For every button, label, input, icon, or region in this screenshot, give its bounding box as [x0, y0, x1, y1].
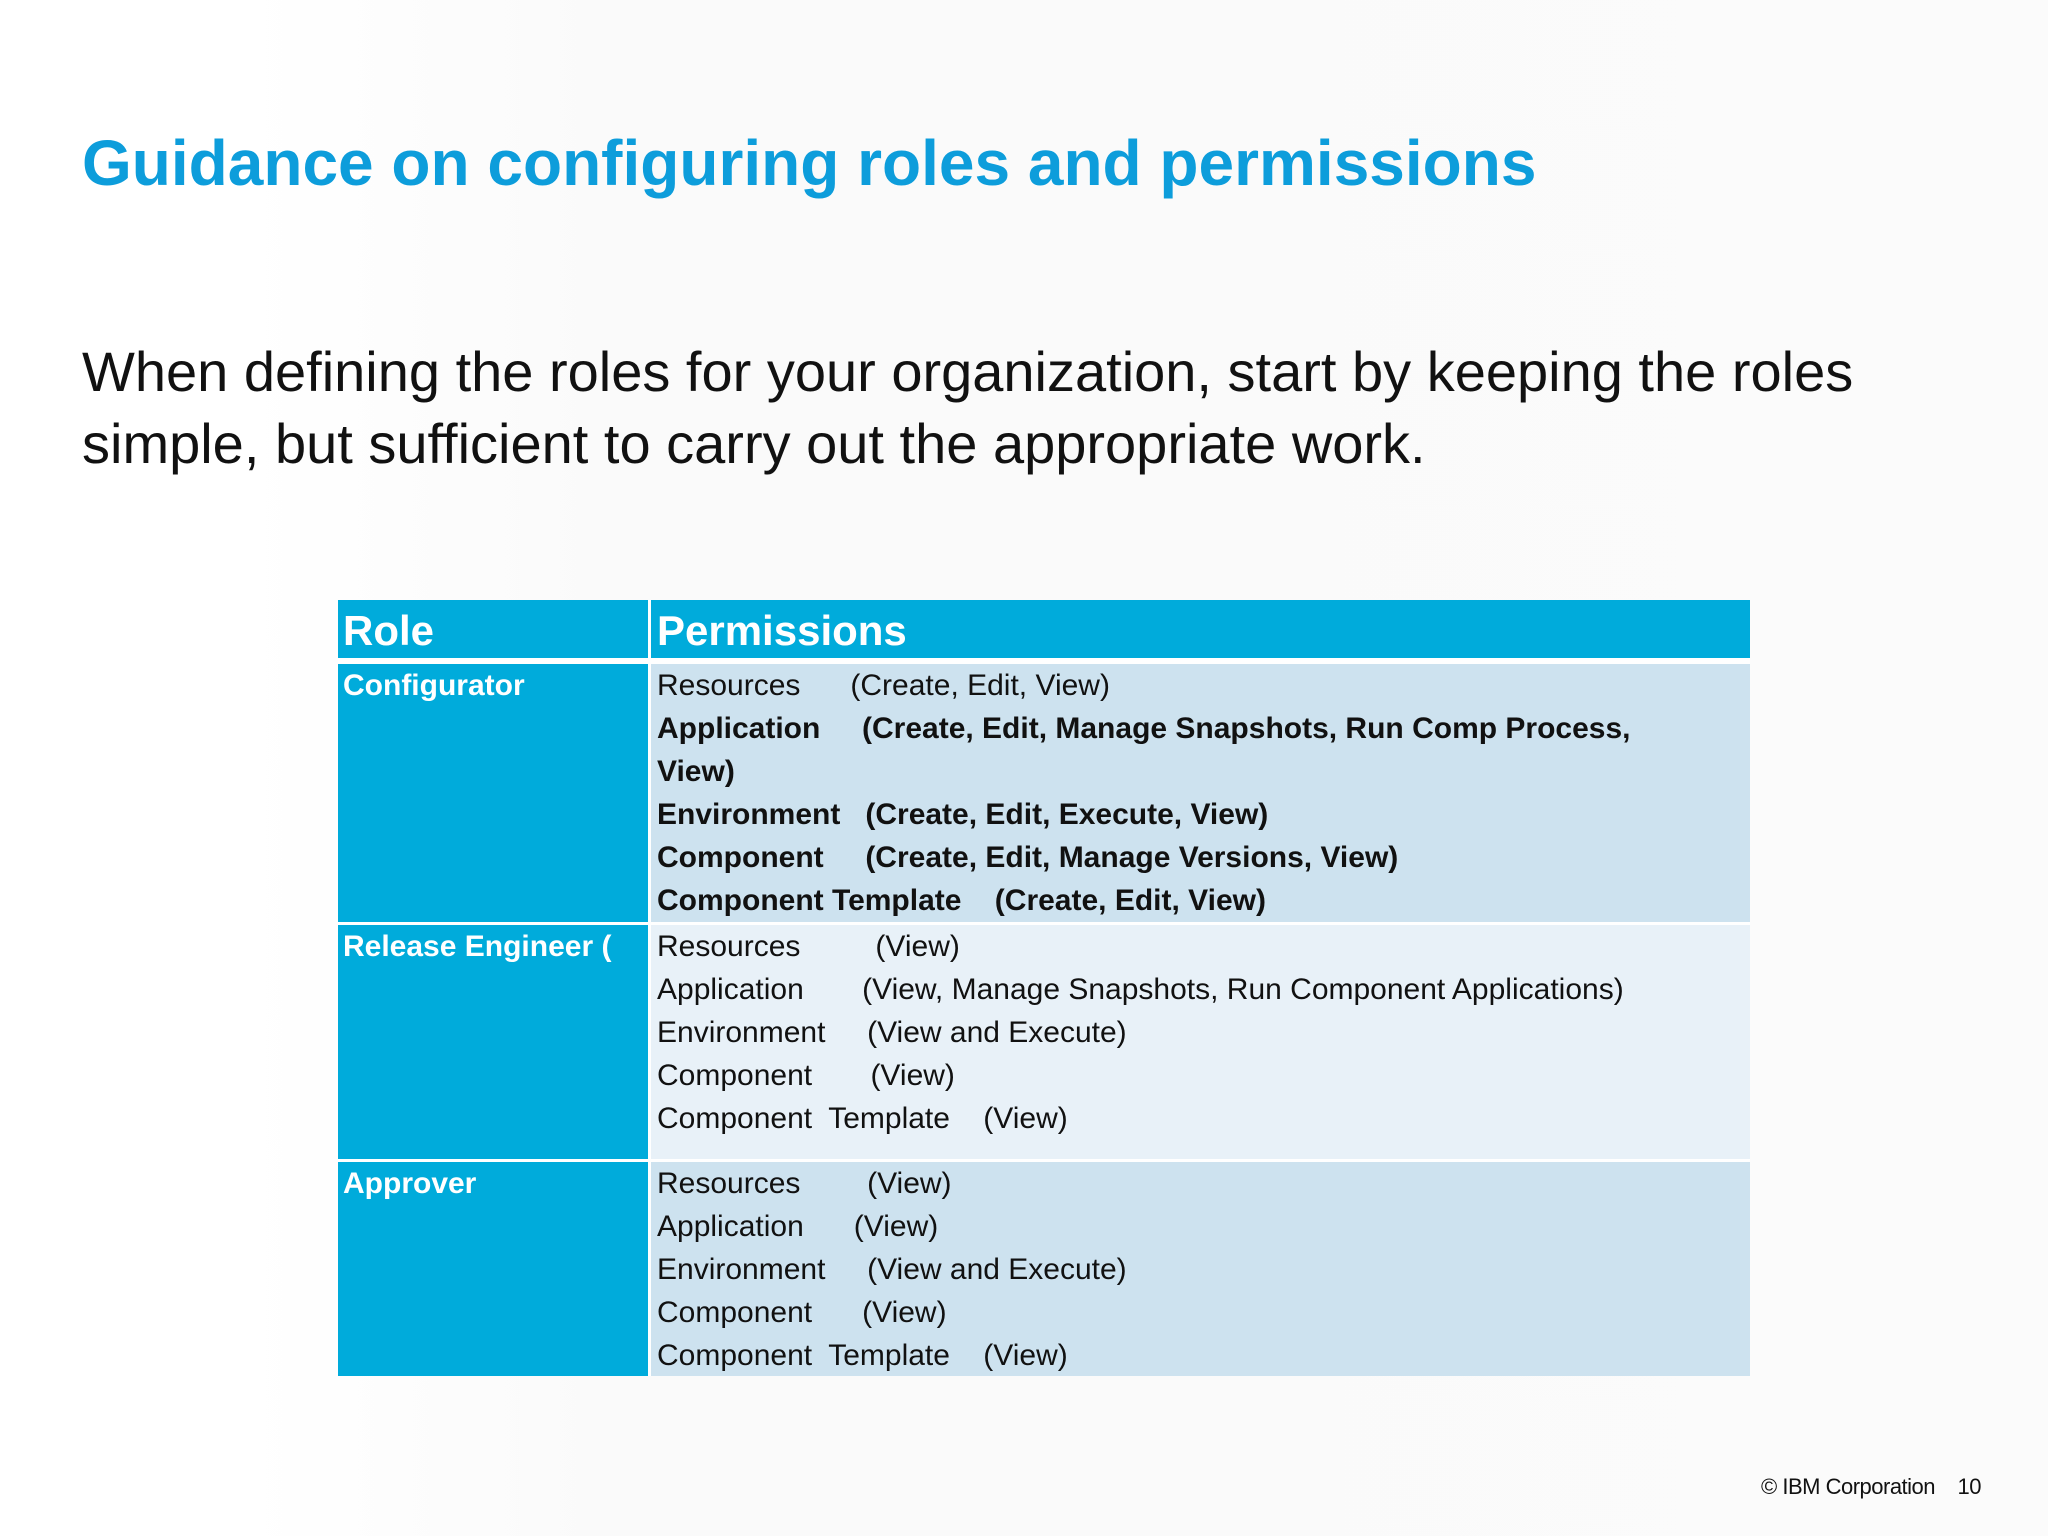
permission-line: Component Template (View)	[657, 1339, 1068, 1372]
permission-line: Resources (View)	[657, 1167, 952, 1200]
page-number: 10	[1957, 1474, 1981, 1499]
permissions-cell	[651, 925, 1750, 1159]
copyright-text: © IBM Corporation	[1761, 1474, 1936, 1499]
slide-footer	[1761, 1474, 1981, 1500]
table-row-configurator	[338, 664, 1750, 925]
permissions-cell	[651, 1162, 1750, 1376]
permission-line: Environment (View and Execute)	[657, 1016, 1127, 1049]
permission-line: Component Template (Create, Edit, View)	[657, 884, 1266, 917]
permission-line: Application (View)	[657, 1210, 939, 1243]
permission-line: Component (Create, Edit, Manage Versions, View)	[657, 841, 1399, 874]
permission-line: Environment (Create, Edit, Execute, View)	[657, 798, 1269, 831]
permission-line: Application (Create, Edit, Manage Snapshots, Run Comp Process,	[657, 712, 1631, 745]
roles-permissions-table	[338, 600, 1750, 1376]
table-row-release-engineer	[338, 925, 1750, 1162]
permission-line: Component (View)	[657, 1059, 955, 1092]
permission-line: Application (View, Manage Snapshots, Run Component Applications)	[657, 973, 1624, 1006]
header-role: Role	[338, 600, 651, 658]
role-cell: Approver	[338, 1162, 651, 1376]
permission-line: Resources (Create, Edit, View)	[657, 669, 1110, 702]
role-cell: Configurator	[338, 664, 651, 922]
permissions-cell	[651, 664, 1750, 922]
permission-line: Component (View)	[657, 1296, 947, 1329]
slide-title: Guidance on configuring roles and permissions	[82, 127, 1537, 199]
permission-line: Component Template (View)	[657, 1102, 1068, 1135]
intro-paragraph: When defining the roles for your organization, start by keeping the roles simple, but sufficient to carry out the appropriate work.	[82, 340, 1854, 475]
role-cell: Release Engineer (	[338, 925, 651, 1159]
header-permissions: Permissions	[651, 600, 1750, 658]
table-row-approver	[338, 1162, 1750, 1376]
permission-line: View)	[657, 755, 735, 788]
permission-line: Environment (View and Execute)	[657, 1253, 1127, 1286]
permission-line: Resources (View)	[657, 930, 960, 963]
table-header-row	[338, 600, 1750, 664]
